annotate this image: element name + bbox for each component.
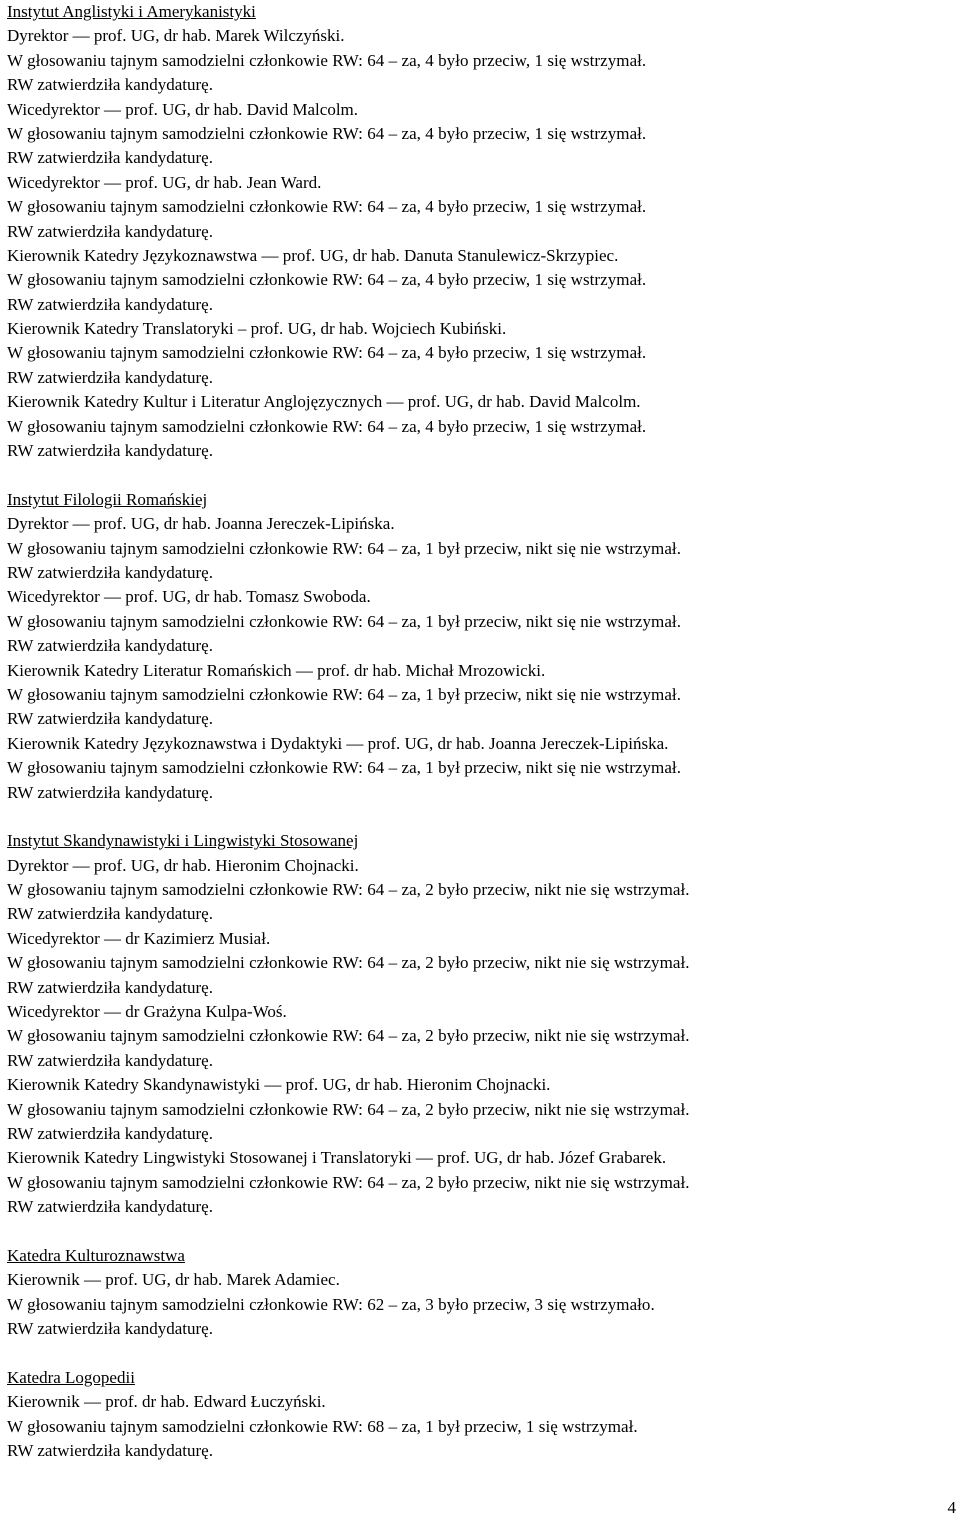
vote-line: W głosowaniu tajnym samodzielni członkowie RW: 64 – za, 1 był przeciw, nikt się nie wstrzymał. bbox=[7, 758, 681, 778]
position-line: Kierownik Katedry Kultur i Literatur Anglojęzycznych — prof. UG, dr hab. David Malcolm. bbox=[7, 392, 641, 412]
section-spacer bbox=[7, 1220, 952, 1244]
section-heading: Katedra Kulturoznawstwa bbox=[7, 1245, 185, 1265]
vote-line: W głosowaniu tajnym samodzielni członkowie RW: 64 – za, 1 był przeciw, nikt się nie wstrzymał. bbox=[7, 538, 681, 558]
result-line: RW zatwierdziła kandydaturę. bbox=[7, 709, 213, 729]
section-heading: Instytut Filologii Romańskiej bbox=[7, 489, 208, 509]
position-line: Dyrektor — prof. UG, dr hab. Joanna Jereczek-Lipińska. bbox=[7, 514, 395, 534]
result-line: RW zatwierdziła kandydaturę. bbox=[7, 148, 213, 168]
position-line: Kierownik Katedry Językoznawstwa i Dydaktyki — prof. UG, dr hab. Joanna Jereczek-Lipińska. bbox=[7, 733, 669, 753]
position-line: Wicedyrektor — dr Kazimierz Musiał. bbox=[7, 928, 271, 948]
section-spacer bbox=[7, 463, 952, 487]
result-line: RW zatwierdziła kandydaturę. bbox=[7, 562, 213, 582]
position-line: Dyrektor — prof. UG, dr hab. Hieronim Chojnacki. bbox=[7, 855, 359, 875]
position-line: Dyrektor — prof. UG, dr hab. Marek Wilczyński. bbox=[7, 26, 345, 46]
position-line: Kierownik Katedry Skandynawistyki — prof. UG, dr hab. Hieronim Chojnacki. bbox=[7, 1075, 551, 1095]
vote-line: W głosowaniu tajnym samodzielni członkowie RW: 64 – za, 4 było przeciw, 1 się wstrzymał. bbox=[7, 50, 647, 70]
result-line: RW zatwierdziła kandydaturę. bbox=[7, 636, 213, 656]
position-line: Wicedyrektor — prof. UG, dr hab. Tomasz Swoboda. bbox=[7, 587, 371, 607]
result-line: RW zatwierdziła kandydaturę. bbox=[7, 782, 213, 802]
position-line: Wicedyrektor — dr Grażyna Kulpa-Woś. bbox=[7, 1002, 287, 1022]
result-line: RW zatwierdziła kandydaturę. bbox=[7, 367, 213, 387]
section-heading: Instytut Anglistyki i Amerykanistyki bbox=[7, 2, 256, 21]
position-line: Kierownik Katedry Lingwistyki Stosowanej i Translatoryki — prof. UG, dr hab. Józef Grabarek. bbox=[7, 1148, 667, 1168]
result-line: RW zatwierdziła kandydaturę. bbox=[7, 75, 213, 95]
vote-line: W głosowaniu tajnym samodzielni członkowie RW: 68 – za, 1 był przeciw, 1 się wstrzymał. bbox=[7, 1416, 638, 1436]
vote-line: W głosowaniu tajnym samodzielni członkowie RW: 64 – za, 1 był przeciw, nikt się nie wstrzymał. bbox=[7, 611, 681, 631]
vote-line: W głosowaniu tajnym samodzielni członkowie RW: 64 – za, 4 było przeciw, 1 się wstrzymał. bbox=[7, 197, 647, 217]
vote-line: W głosowaniu tajnym samodzielni członkowie RW: 64 – za, 1 był przeciw, nikt się nie wstrzymał. bbox=[7, 684, 681, 704]
result-line: RW zatwierdziła kandydaturę. bbox=[7, 294, 213, 314]
result-line: RW zatwierdziła kandydaturę. bbox=[7, 1197, 213, 1217]
result-line: RW zatwierdziła kandydaturę. bbox=[7, 1319, 213, 1339]
result-line: RW zatwierdziła kandydaturę. bbox=[7, 1123, 213, 1143]
vote-line: W głosowaniu tajnym samodzielni członkowie RW: 62 – za, 3 było przeciw, 3 się wstrzymało. bbox=[7, 1294, 655, 1314]
vote-line: W głosowaniu tajnym samodzielni członkowie RW: 64 – za, 2 było przeciw, nikt nie się wstrzymał. bbox=[7, 1099, 690, 1119]
vote-line: W głosowaniu tajnym samodzielni członkowie RW: 64 – za, 2 było przeciw, nikt nie się wstrzymał. bbox=[7, 1026, 690, 1046]
position-line: Wicedyrektor — prof. UG, dr hab. David Malcolm. bbox=[7, 99, 359, 119]
result-line: RW zatwierdziła kandydaturę. bbox=[7, 1441, 213, 1461]
section-heading: Instytut Skandynawistyki i Lingwistyki Stosowanej bbox=[7, 831, 359, 851]
position-line: Kierownik — prof. dr hab. Edward Łuczyński. bbox=[7, 1392, 326, 1412]
vote-line: W głosowaniu tajnym samodzielni członkowie RW: 64 – za, 4 było przeciw, 1 się wstrzymał. bbox=[7, 343, 647, 363]
section-spacer bbox=[7, 805, 952, 829]
vote-line: W głosowaniu tajnym samodzielni członkowie RW: 64 – za, 2 było przeciw, nikt nie się wstrzymał. bbox=[7, 880, 690, 900]
vote-line: W głosowaniu tajnym samodzielni członkowie RW: 64 – za, 2 było przeciw, nikt nie się wstrzymał. bbox=[7, 953, 690, 973]
page-number: 4 bbox=[947, 1498, 956, 1517]
section-heading: Katedra Logopedii bbox=[7, 1367, 135, 1387]
vote-line: W głosowaniu tajnym samodzielni członkowie RW: 64 – za, 2 było przeciw, nikt nie się wstrzymał. bbox=[7, 1172, 690, 1192]
position-line: Kierownik Katedry Translatoryki – prof. UG, dr hab. Wojciech Kubiński. bbox=[7, 319, 507, 339]
result-line: RW zatwierdziła kandydaturę. bbox=[7, 904, 213, 924]
position-line: Kierownik Katedry Językoznawstwa — prof. UG, dr hab. Danuta Stanulewicz-Skrzypiec. bbox=[7, 245, 619, 265]
result-line: RW zatwierdziła kandydaturę. bbox=[7, 221, 213, 241]
result-line: RW zatwierdziła kandydaturę. bbox=[7, 977, 213, 997]
vote-line: W głosowaniu tajnym samodzielni członkowie RW: 64 – za, 4 było przeciw, 1 się wstrzymał. bbox=[7, 270, 647, 290]
position-line: Kierownik — prof. UG, dr hab. Marek Adamiec. bbox=[7, 1270, 340, 1290]
result-line: RW zatwierdziła kandydaturę. bbox=[7, 1050, 213, 1070]
section-spacer bbox=[7, 1341, 952, 1365]
position-line: Wicedyrektor — prof. UG, dr hab. Jean Ward. bbox=[7, 172, 322, 192]
result-line: RW zatwierdziła kandydaturę. bbox=[7, 441, 213, 461]
vote-line: W głosowaniu tajnym samodzielni członkowie RW: 64 – za, 4 było przeciw, 1 się wstrzymał. bbox=[7, 416, 647, 436]
position-line: Kierownik Katedry Literatur Romańskich — prof. dr hab. Michał Mrozowicki. bbox=[7, 660, 546, 680]
vote-line: W głosowaniu tajnym samodzielni członkowie RW: 64 – za, 4 było przeciw, 1 się wstrzymał. bbox=[7, 123, 647, 143]
document-body bbox=[7, 0, 952, 1463]
